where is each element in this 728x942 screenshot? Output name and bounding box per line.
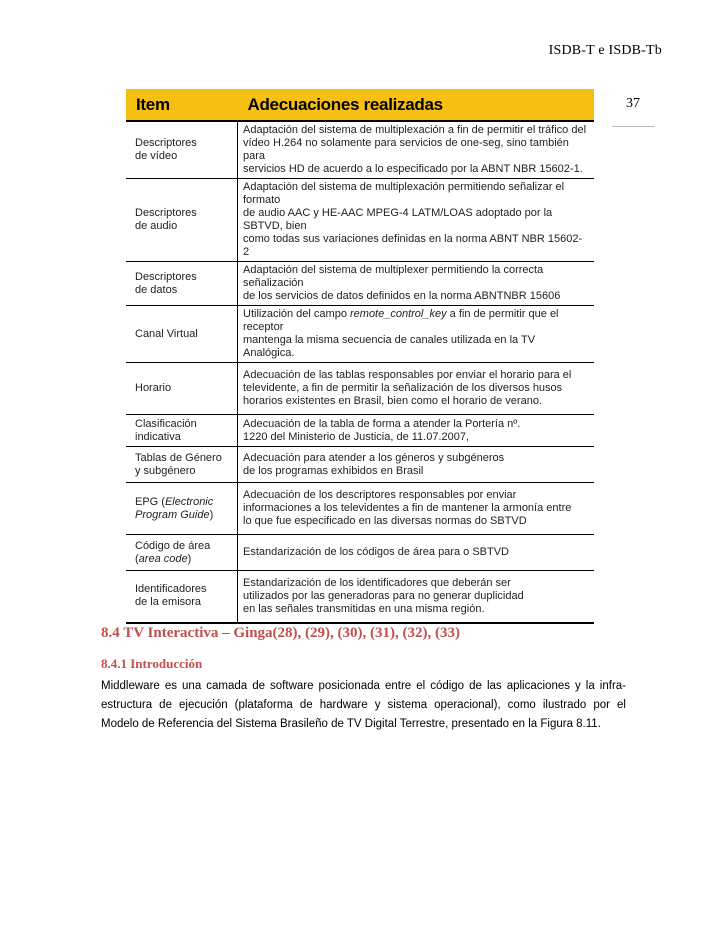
table-row <box>126 447 594 483</box>
description-cell <box>238 415 595 447</box>
item-cell <box>126 415 238 447</box>
table-row <box>126 415 594 447</box>
item-line: y subgénero <box>135 464 196 477</box>
description-line: mantenga la misma secuencia de canales utilizada en la TV Analógica. <box>243 334 536 359</box>
description-cell <box>238 306 595 363</box>
item-line: EPG (Electronic <box>135 495 214 508</box>
description-line: Estandarización de los códigos de área para o SBTVD <box>243 546 509 558</box>
paragraph-line: estructura de ejecución (plataforma de hardware y sistema operacional), como ilustrado por el <box>101 699 626 711</box>
item-line: Program Guide) <box>135 508 214 521</box>
description-cell <box>238 571 595 623</box>
column-header-item: Item <box>126 89 238 121</box>
item-line: Tablas de Género <box>135 451 222 464</box>
description-cell <box>238 262 595 306</box>
item-cell <box>126 535 238 571</box>
item-line: de audio <box>135 220 178 232</box>
description-line: de audio AAC y HE-AAC MPEG-4 LATM/LOAS adoptado por la SBTVD, bien <box>243 207 553 232</box>
item-line: Descriptores <box>135 207 197 219</box>
item-cell <box>126 483 238 535</box>
description-line: lo que fue especificado en las diversas normas do SBTVD <box>243 515 527 527</box>
table-row <box>126 306 594 363</box>
description-line: televidente, a fin de permitir la señalización de los diversos husos <box>243 382 563 394</box>
page-number-rule <box>612 126 654 127</box>
description-line: Utilización del campo remote_control_key a fin de permitir que el receptor <box>243 308 559 333</box>
item-line: Horario <box>135 382 172 394</box>
description-line: 1220 del Ministerio de Justicia, de 11.07.2007, <box>243 430 470 443</box>
table-row <box>126 571 594 623</box>
description-line: vídeo H.264 no solamente para servicios de one-seg, sino también para <box>243 137 569 162</box>
description-line: utilizados por las generadoras para no generar duplicidad <box>243 589 524 602</box>
item-line: de vídeo <box>135 150 178 162</box>
item-cell <box>126 262 238 306</box>
description-line: Adecuación de las tablas responsables por enviar el horario para el <box>243 369 572 381</box>
item-cell <box>126 306 238 363</box>
description-line: de los programas exhibidos en Brasil <box>243 464 424 477</box>
description-line: Adaptación del sistema de multiplexación permitiendo señalizar el formato <box>243 181 565 206</box>
table-row <box>126 483 594 535</box>
item-line: (area code) <box>135 552 192 565</box>
description-cell <box>238 363 595 415</box>
description-line: como todas sus variaciones definidas en la norma ABNT NBR 15602-2 <box>243 233 583 258</box>
item-cell <box>126 363 238 415</box>
running-header: ISDB-T e ISDB-Tb <box>548 43 662 58</box>
description-cell <box>238 483 595 535</box>
description-line: Adecuación de la tabla de forma a atender la Portería nº. <box>243 417 521 430</box>
item-line: Descriptores <box>135 137 197 149</box>
item-line: Identificadores <box>135 583 207 596</box>
paragraph-line: Middleware es una camada de software posicionada entre el código de las aplicaciones y la infra- <box>101 680 626 692</box>
body-paragraph <box>101 677 626 734</box>
description-cell <box>238 447 595 483</box>
subsection-heading: 8.4.1 Introducción <box>101 656 203 671</box>
item-cell <box>126 121 238 179</box>
paragraph-line: Modelo de Referencia del Sistema Brasileño de TV Digital Terrestre, presentado en la Figura 8.11. <box>101 718 601 730</box>
adaptations-table <box>126 89 594 624</box>
item-cell <box>126 447 238 483</box>
description-line: Adaptación del sistema de multiplexer permitiendo la correcta señalización <box>243 264 544 289</box>
item-line: de la emisora <box>135 596 202 609</box>
description-line: Adecuación de los descriptores responsables por enviar <box>243 489 517 501</box>
description-line: de los servicios de datos definidos en la norma ABNTNBR 15606 <box>243 290 561 302</box>
item-line: Canal Virtual <box>135 327 198 340</box>
description-line: Estandarización de los identificadores que deberán ser <box>243 576 511 589</box>
item-cell <box>126 179 238 262</box>
item-line: Descriptores <box>135 270 197 283</box>
section-heading: 8.4 TV Interactiva – Ginga(28), (29), (30), (31), (32), (33) <box>101 625 460 641</box>
description-line: Adecuación para atender a los géneros y subgéneros <box>243 451 505 464</box>
description-line: Adaptación del sistema de multiplexación a fin de permitir el tráfico del <box>243 124 587 136</box>
description-line: horarios existentes en Brasil, bien como el horario de verano. <box>243 395 542 407</box>
description-cell <box>238 121 595 179</box>
table-header-row <box>126 89 594 121</box>
description-line: informaciones a los televidentes a fin de mantener la armonía entre <box>243 502 572 514</box>
description-line: en las señales transmitidas en una misma región. <box>243 602 485 615</box>
item-line: indicativa <box>135 430 181 443</box>
description-line: servicios HD de acuerdo a lo especificado por la ABNT NBR 15602-1. <box>243 163 583 175</box>
item-cell <box>126 571 238 623</box>
column-header-adaptations: Adecuaciones realizadas <box>238 89 595 121</box>
description-cell <box>238 535 595 571</box>
table-row <box>126 121 594 179</box>
table-row <box>126 535 594 571</box>
table-row <box>126 262 594 306</box>
item-line: Código de área <box>135 539 211 552</box>
item-line: Clasificación <box>135 417 197 430</box>
description-cell <box>238 179 595 262</box>
table-row <box>126 179 594 262</box>
table-row <box>126 363 594 415</box>
item-line: de datos <box>135 283 178 296</box>
page-number: 37 <box>626 96 640 111</box>
